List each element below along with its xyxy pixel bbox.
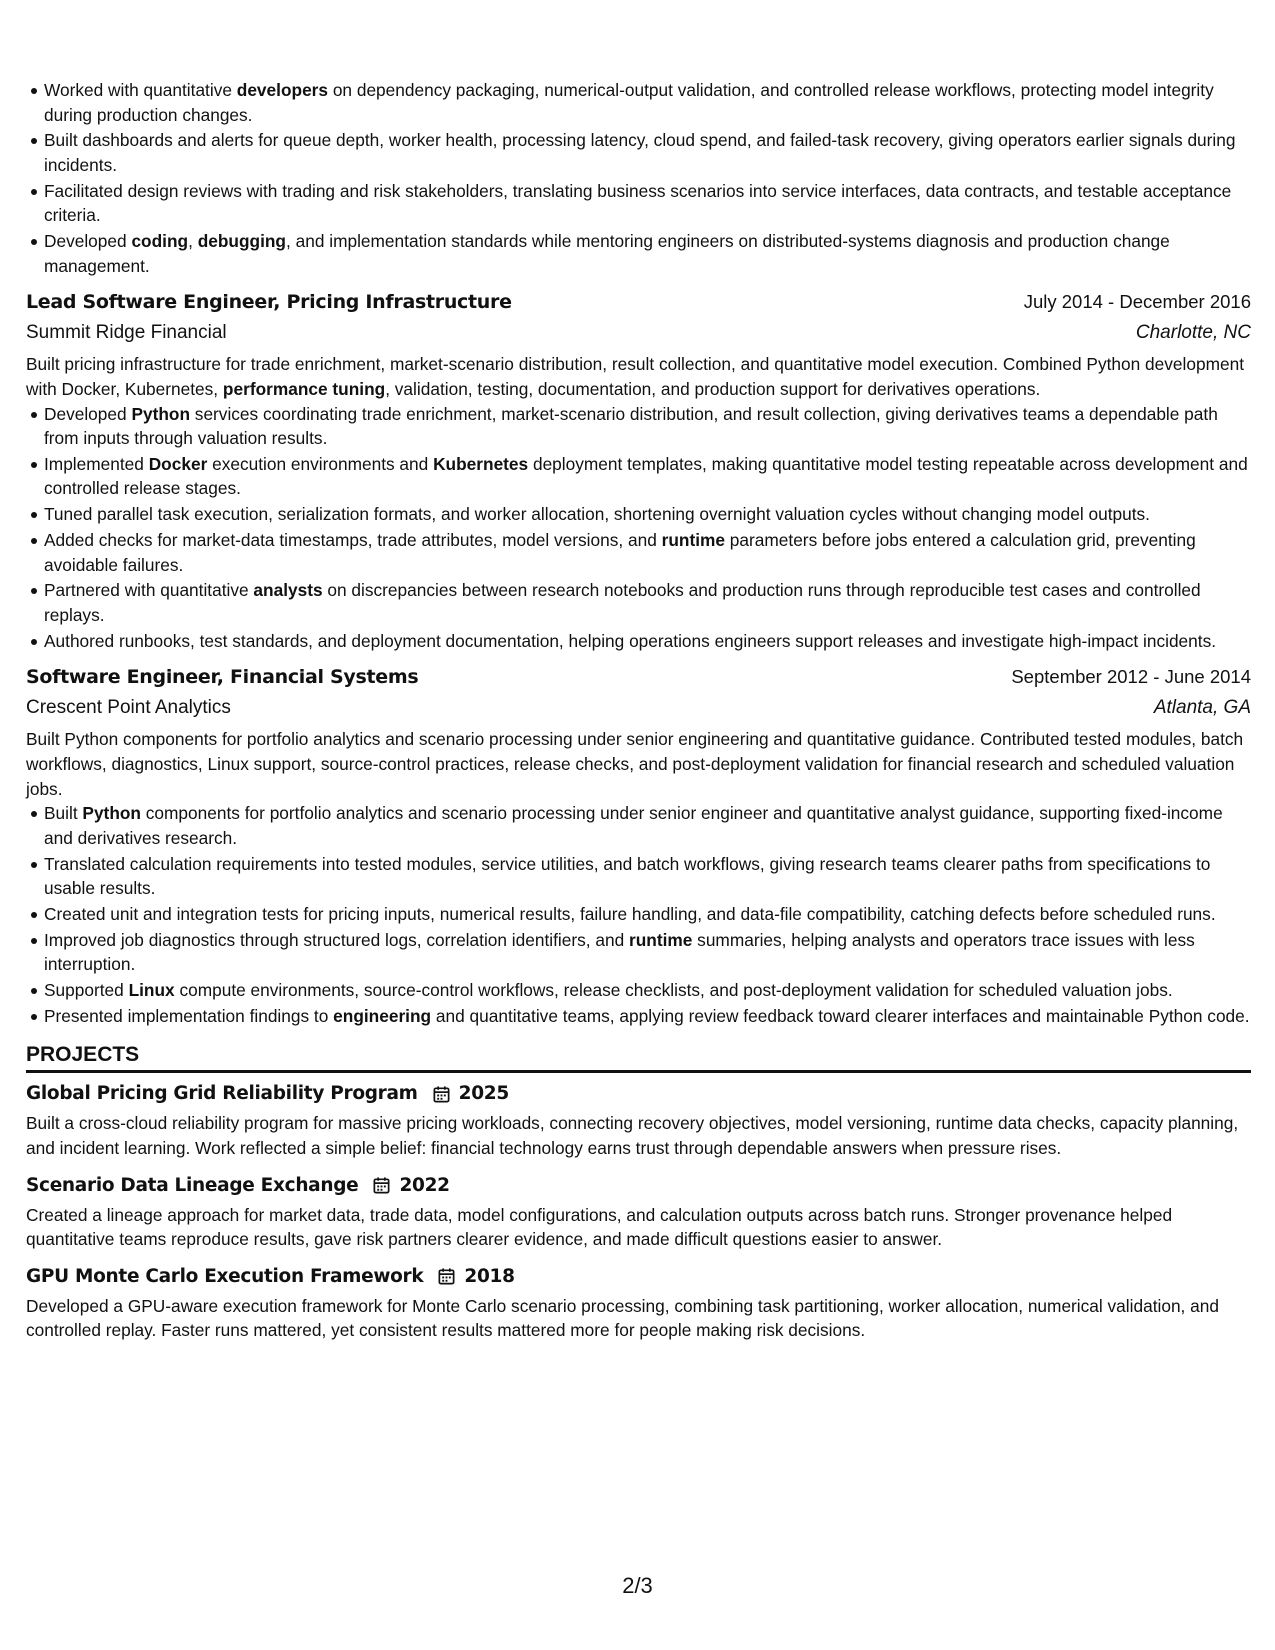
intro-bullet-list — [26, 78, 1251, 278]
job-title: Software Engineer, Financial Systems — [26, 666, 419, 689]
resume-page — [26, 78, 1251, 1343]
project-name: Scenario Data Lineage Exchange — [26, 1174, 359, 1196]
calendar-icon — [432, 1085, 451, 1104]
project-year: 2025 — [458, 1083, 509, 1105]
list-item: Facilitated design reviews with trading and risk stakeholders, translating business scenarios into service interfaces, data contracts, and testable acceptance criteria. — [44, 179, 1251, 228]
job-dates: September 2012 - June 2014 — [1011, 666, 1251, 688]
list-item: Presented implementation findings to engineering and quantitative teams, applying review feedback toward clearer interfaces and maintainable Python code. — [44, 1004, 1251, 1029]
project-name: Global Pricing Grid Reliability Program — [26, 1083, 418, 1105]
company-name: Summit Ridge Financial — [26, 322, 227, 344]
list-item: Supported Linux compute environments, source-control workflows, release checklists, and post-deployment validation for scheduled valuation jobs. — [44, 978, 1251, 1003]
company-name: Crescent Point Analytics — [26, 697, 231, 719]
list-item: Tuned parallel task execution, serialization formats, and worker allocation, shortening overnight valuation cycles without changing model outputs. — [44, 502, 1251, 527]
list-item: Built dashboards and alerts for queue depth, worker health, processing latency, cloud spend, and failed-task recovery, giving operators earlier signals during incidents. — [44, 128, 1251, 177]
list-item: Developed coding, debugging, and implementation standards while mentoring engineers on distributed-systems diagnosis and production change management. — [44, 229, 1251, 278]
job-location: Atlanta, GA — [1153, 697, 1251, 719]
list-item: Added checks for market-data timestamps, trade attributes, model versions, and runtime parameters before jobs entered a calculation grid, preventing avoidable failures. — [44, 528, 1251, 577]
job-dates: July 2014 - December 2016 — [1023, 291, 1251, 313]
calendar-icon — [437, 1267, 456, 1286]
project-entry — [26, 1262, 1251, 1343]
job-summary: Built pricing infrastructure for trade enrichment, market-scenario distribution, result collection, and quantitative model execution. Combined Python development with Docker, Kubernetes, performance tuning, validation, testing, documentation, and production support for derivatives operations. — [26, 354, 1244, 399]
job-entry — [26, 287, 1251, 653]
project-name: GPU Monte Carlo Execution Framework — [26, 1265, 424, 1287]
list-item: Improved job diagnostics through structured logs, correlation identifiers, and runtime summaries, helping analysts and operators trace issues with less interruption. — [44, 928, 1251, 977]
job-title: Lead Software Engineer, Pricing Infrastructure — [26, 291, 512, 314]
project-entry — [26, 1079, 1251, 1160]
project-description: Built a cross-cloud reliability program for massive pricing workloads, connecting recovery objectives, model versioning, runtime data checks, capacity planning, and incident learning. Work reflected a simple belief: financial technology earns trust through dependable answers when pressure rises. — [26, 1113, 1239, 1159]
project-entry — [26, 1171, 1251, 1252]
job-entry — [26, 662, 1251, 1028]
project-year: 2022 — [399, 1174, 450, 1196]
section-title-projects: PROJECTS — [26, 1040, 1251, 1073]
job-bullet-list — [26, 402, 1251, 654]
page-number: 2/3 — [622, 1573, 653, 1598]
list-item: Worked with quantitative developers on dependency packaging, numerical-output validation, and controlled release workflows, protecting model integrity during production changes. — [44, 78, 1251, 127]
list-item: Translated calculation requirements into tested modules, service utilities, and batch workflows, giving research teams clearer paths from specifications to usable results. — [44, 852, 1251, 901]
list-item: Implemented Docker execution environments and Kubernetes deployment templates, making quantitative model testing repeatable across development and controlled release stages. — [44, 452, 1251, 501]
list-item: Created unit and integration tests for pricing inputs, numerical results, failure handling, and data-file compatibility, catching defects before scheduled runs. — [44, 902, 1251, 927]
job-location: Charlotte, NC — [1135, 322, 1251, 344]
project-year: 2018 — [464, 1265, 515, 1287]
project-description: Created a lineage approach for market data, trade data, model configurations, and calculation outputs across batch runs. Stronger provenance helped quantitative teams reproduce results, gave risk partners clearer evidence, and made difficult questions easier to answer. — [26, 1204, 1173, 1250]
list-item: Built Python components for portfolio analytics and scenario processing under senior engineer and quantitative analyst guidance, supporting fixed-income and derivatives research. — [44, 801, 1251, 850]
project-description: Developed a GPU-aware execution framework for Monte Carlo scenario processing, combining task partitioning, worker allocation, numerical validation, and controlled replay. Faster runs mattered, yet consistent results mattered more for people making risk decisions. — [26, 1295, 1219, 1341]
list-item: Developed Python services coordinating trade enrichment, market-scenario distribution, and result collection, giving derivatives teams a dependable path from inputs through valuation results. — [44, 402, 1251, 451]
job-summary: Built Python components for portfolio analytics and scenario processing under senior engineering and quantitative guidance. Contributed tested modules, batch workflows, diagnostics, Linux support, source-control practices, release checks, and post-deployment validation for financial research and scheduled valuation jobs. — [26, 729, 1244, 799]
list-item: Partnered with quantitative analysts on discrepancies between research notebooks and production runs through reproducible test cases and controlled replays. — [44, 578, 1251, 627]
job-bullet-list — [26, 801, 1251, 1028]
list-item: Authored runbooks, test standards, and deployment documentation, helping operations engineers support releases and investigate high-impact incidents. — [44, 629, 1251, 654]
calendar-icon — [372, 1176, 391, 1195]
